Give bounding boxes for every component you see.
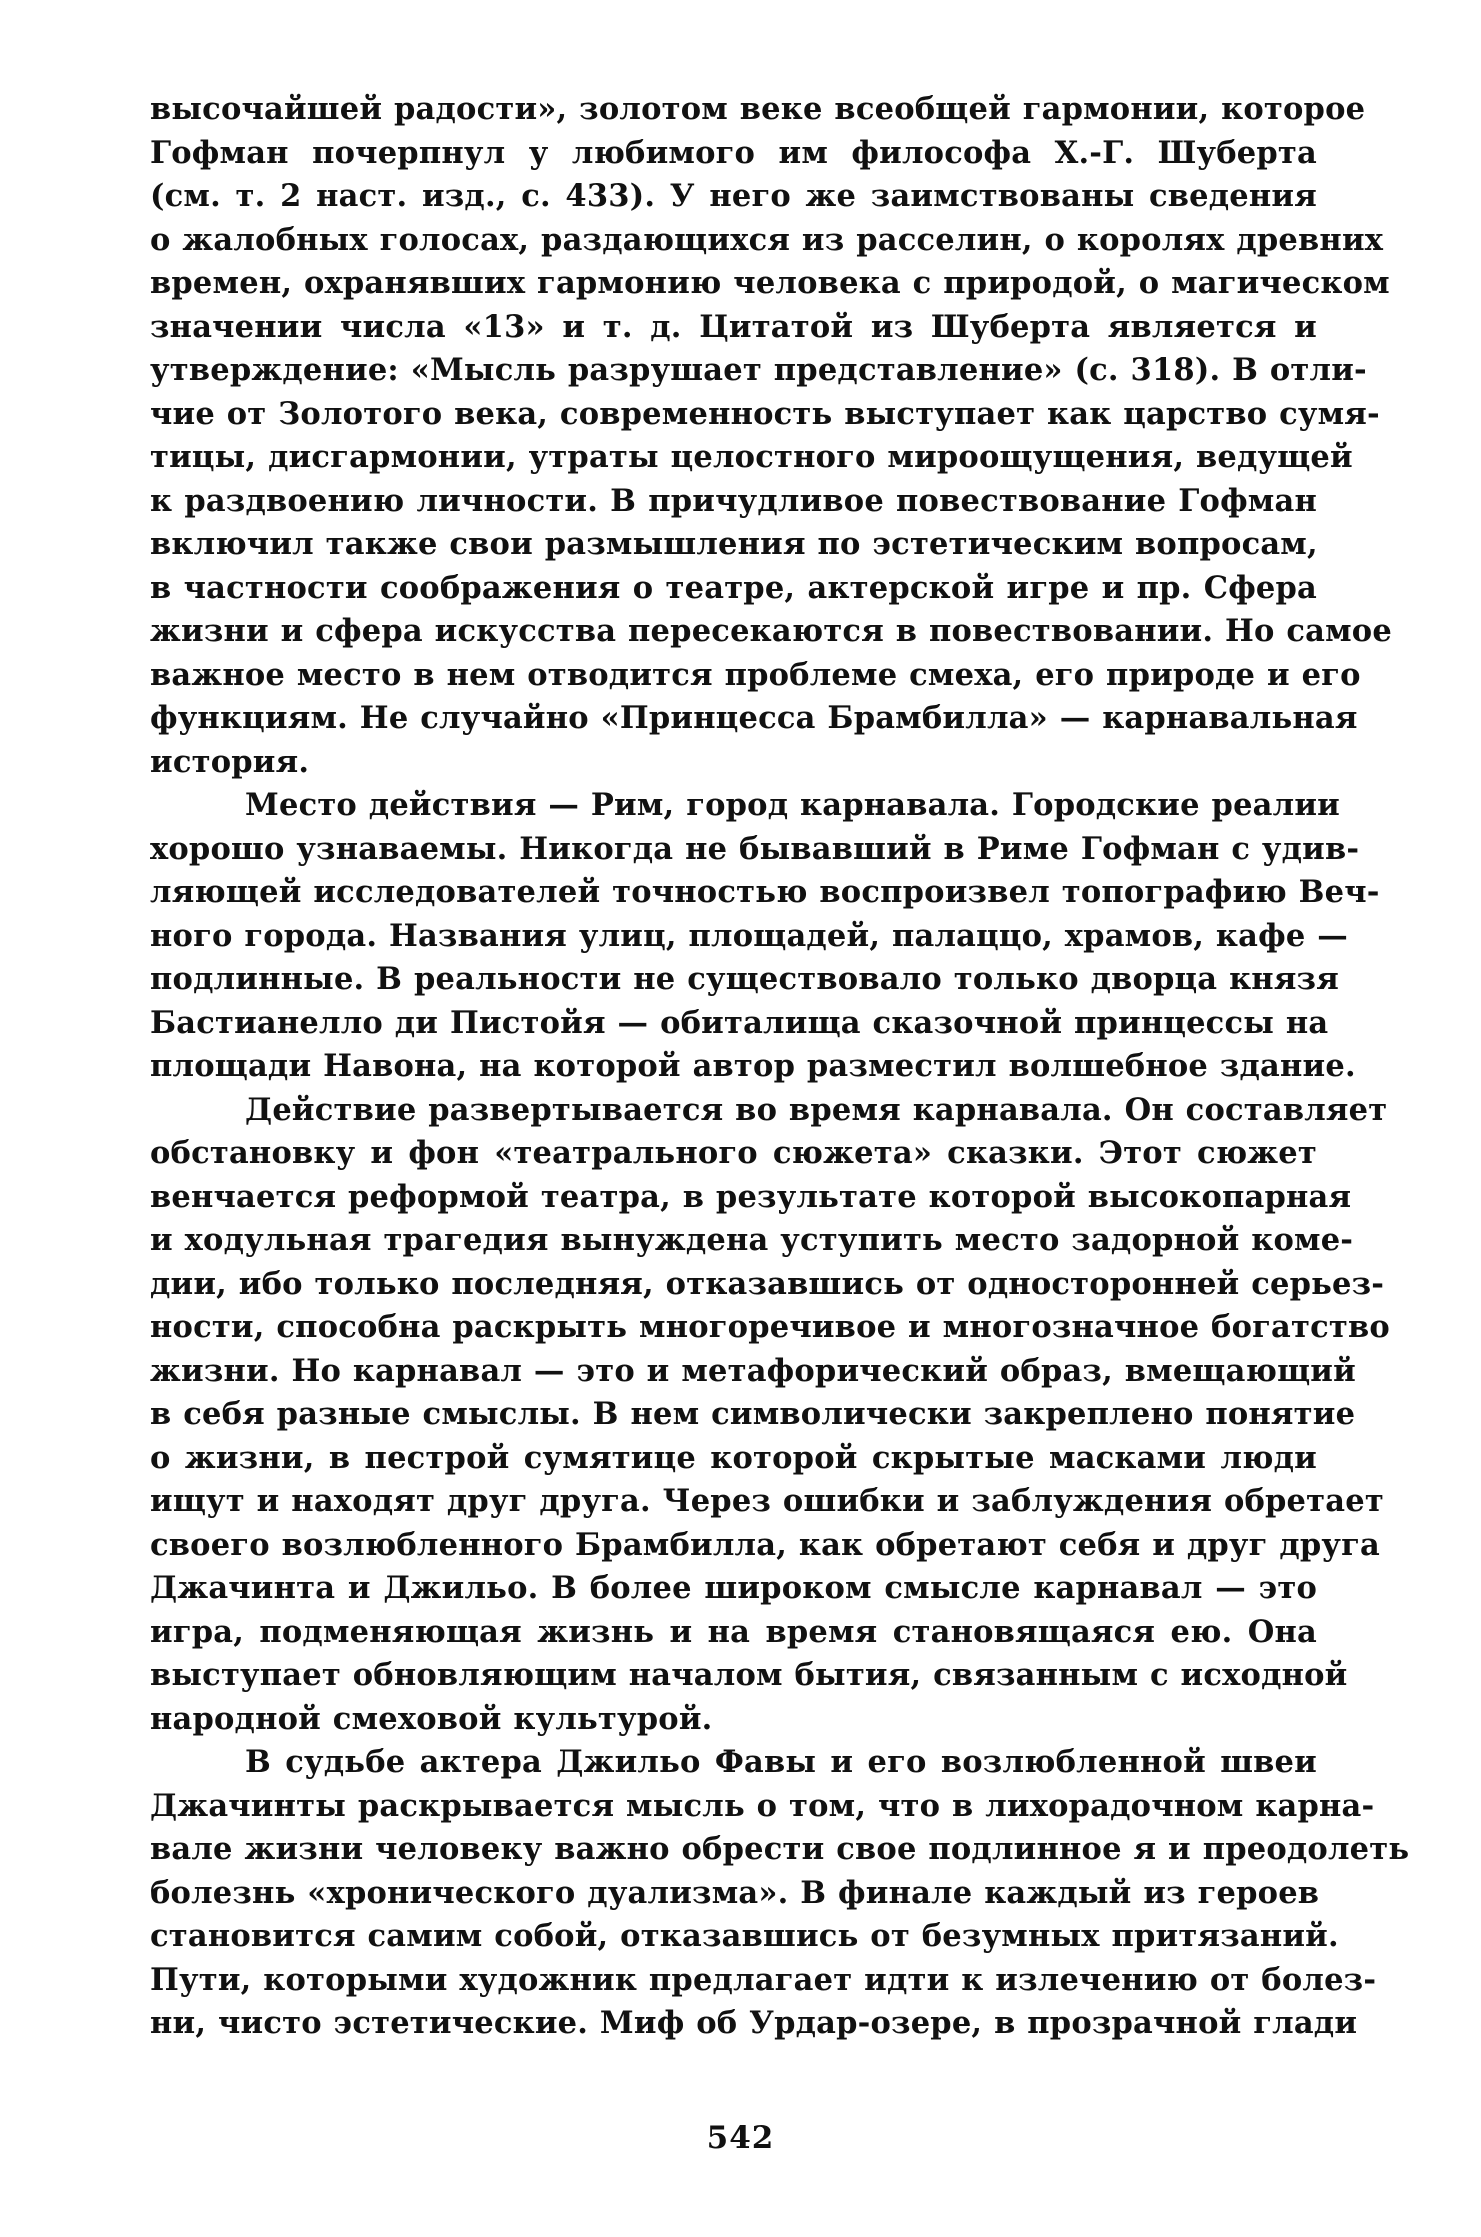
text-line: венчается реформой театра, в результате которой высокопарная xyxy=(150,1178,1352,1215)
text-line: Пути, которыми художник предлагает идти к излечению от болез- xyxy=(150,1961,1377,1998)
text-line: к раздвоению личности. В причудливое повествование Гофман xyxy=(150,482,1317,519)
text-line: своего возлюбленного Брамбилла, как обретают себя и друг друга xyxy=(150,1526,1380,1563)
text-line: болезнь «хронического дуализма». В финале каждый из героев xyxy=(150,1874,1320,1911)
paragraph xyxy=(150,1741,1410,2046)
text-line: времен, охранявших гармонию человека с природой, о магическом xyxy=(150,265,1390,301)
paragraph xyxy=(150,784,1380,1089)
text-line: Джачинты раскрывается мысль о том, что в лихорадочном карна- xyxy=(150,1787,1375,1824)
paragraph xyxy=(150,1089,1390,1742)
text-line: Бастианелло ди Пистойя — обиталища сказочной принцессы на xyxy=(150,1004,1329,1041)
page-number: 542 xyxy=(706,2120,775,2156)
page-body xyxy=(150,88,1410,2046)
text-line: и ходульная трагедия вынуждена уступить место задорной коме- xyxy=(150,1222,1354,1258)
text-line: о жизни, в пестрой сумятице которой скрытые масками люди xyxy=(150,1439,1317,1476)
text-line: (см. т. 2 наст. изд., с. 433). У него же заимствованы сведения xyxy=(150,178,1317,214)
text-line: Гофман почерпнул у любимого им философа Х.-Г. Шуберта xyxy=(150,134,1317,171)
text-line: в частности соображения о театре, актерской игре и пр. Сфера xyxy=(150,569,1317,606)
text-line: жизни. Но карнавал — это и метафорический образ, вмещающий xyxy=(150,1352,1356,1389)
text-line: чие от Золотого века, современность выступает как царство сумя- xyxy=(150,395,1380,432)
text-line: включил также свои размышления по эстетическим вопросам, xyxy=(150,526,1318,562)
text-line: ни, чисто эстетические. Миф об Урдар-озере, в прозрачной глади xyxy=(150,2005,1358,2041)
text-line: важное место в нем отводится проблеме смеха, его природе и его xyxy=(150,656,1361,693)
text-line: жизни и сфера искусства пересекаются в повествовании. Но самое xyxy=(150,613,1392,649)
text-line: становится самим собой, отказавшись от безумных притязаний. xyxy=(150,1918,1339,1954)
text-line: народной смеховой культурой. xyxy=(150,1700,713,1737)
text-line: дии, ибо только последняя, отказавшись от односторонней серьез- xyxy=(150,1265,1385,1302)
text-line: подлинные. В реальности не существовало только дворца князя xyxy=(150,961,1339,997)
text-line: ности, способна раскрыть многоречивое и многозначное богатство xyxy=(150,1309,1390,1345)
text-line: утверждение: «Мысль разрушает представление» (с. 318). В отли- xyxy=(150,352,1367,388)
text-line: ляющей исследователей точностью воспроизвел топографию Веч- xyxy=(150,874,1380,910)
text-line: Действие развертывается во время карнавала. Он составляет xyxy=(245,1091,1388,1128)
text-line: высочайшей радости», золотом веке всеобщей гармонии, которое xyxy=(150,91,1366,127)
text-line: Джачинта и Джильо. В более широком смысле карнавал — это xyxy=(150,1570,1317,1606)
text-line: значении числа «13» и т. д. Цитатой из Шуберта является и xyxy=(150,308,1317,345)
text-line: выступает обновляющим началом бытия, связанным с исходной xyxy=(150,1657,1348,1693)
text-line: Место действия — Рим, город карнавала. Городские реалии xyxy=(245,787,1340,823)
text-line: В судьбе актера Джильо Фавы и его возлюбленной швеи xyxy=(245,1744,1317,1780)
text-line: о жалобных голосах, раздающихся из расселин, о королях древних xyxy=(150,221,1384,258)
text-line: ного города. Названия улиц, площадей, палаццо, храмов, кафе — xyxy=(150,917,1348,954)
text-line: обстановку и фон «театрального сюжета» сказки. Этот сюжет xyxy=(150,1135,1317,1171)
text-line: тицы, дисгармонии, утраты целостного мироощущения, ведущей xyxy=(150,439,1353,475)
text-line: функциям. Не случайно «Принцесса Брамбилла» — карнавальная xyxy=(150,700,1358,736)
text-line: хорошо узнаваемы. Никогда не бывавший в Риме Гофман с удив- xyxy=(150,830,1360,867)
text-line: в себя разные смыслы. В нем символически закреплено понятие xyxy=(150,1396,1356,1432)
paragraph xyxy=(150,88,1392,784)
text-line: история. xyxy=(150,743,310,780)
text-line: вале жизни человеку важно обрести свое подлинное я и преодолеть xyxy=(150,1831,1410,1867)
text-line: игра, подменяющая жизнь и на время становящаяся ею. Она xyxy=(150,1613,1317,1650)
text-line: ищут и находят друг друга. Через ошибки и заблуждения обретает xyxy=(150,1483,1384,1519)
text-line: площади Навона, на которой автор разместил волшебное здание. xyxy=(150,1048,1356,1084)
